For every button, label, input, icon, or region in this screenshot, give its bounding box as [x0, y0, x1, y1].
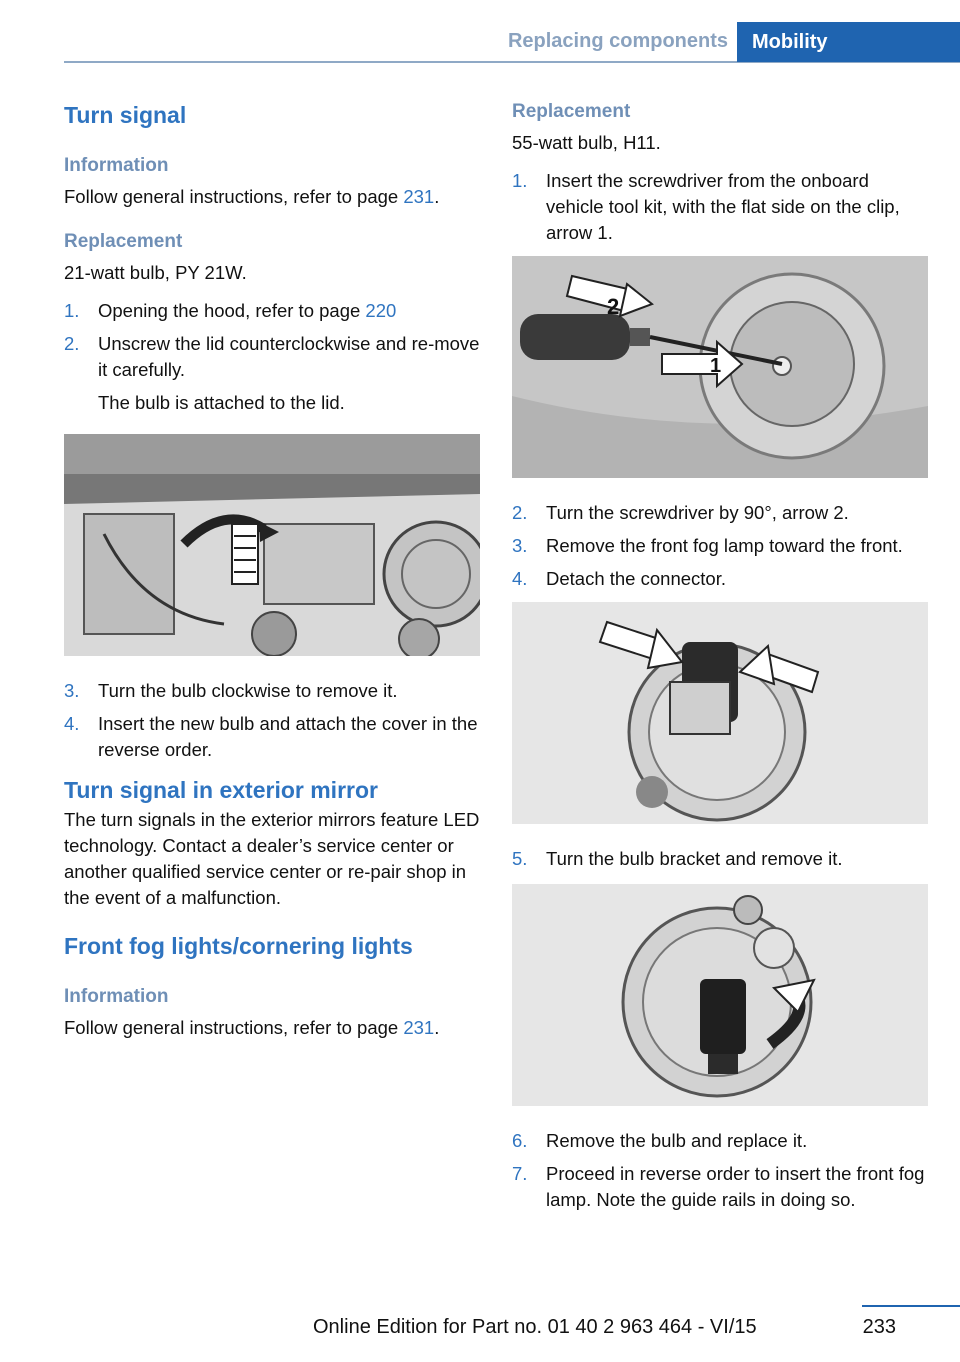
step-item: [64, 331, 480, 383]
step-item: [512, 1161, 928, 1213]
step-text-body: Opening the hood, refer to page: [98, 300, 366, 321]
page-link-231[interactable]: 231: [403, 1017, 435, 1038]
step-number: 2.: [512, 502, 528, 523]
step-text: Turn the bulb clockwise to remove it.: [98, 680, 398, 701]
step-text: Turn the bulb bracket and remove it.: [546, 848, 843, 869]
step-item: [512, 566, 928, 592]
step-text: Remove the bulb and replace it.: [546, 1130, 808, 1151]
steps-list-d: [512, 500, 928, 592]
step-text: Turn the screwdriver by 90°, arrow 2.: [546, 502, 849, 523]
header-section-title: Replacing components: [507, 30, 728, 52]
step-text: [98, 298, 480, 324]
step-text: Insert the new bulb and attach the cover in the reverse order.: [98, 713, 478, 760]
header-chapter-tab: Mobility: [737, 22, 960, 62]
step-item: [512, 533, 928, 559]
section-title-turn-signal: Turn signal: [64, 102, 187, 128]
figure-screwdriver-clip: [512, 256, 928, 478]
step-number: 3.: [512, 535, 528, 556]
step-number: 4.: [512, 568, 528, 589]
step-number: 3.: [64, 680, 80, 701]
section-title-mirror: Turn signal in exterior mirror: [64, 777, 378, 803]
step-item: [512, 846, 928, 872]
page-number: 233: [862, 1316, 896, 1338]
figure-connector: [512, 602, 928, 824]
left-column: [64, 100, 480, 1061]
bulb-spec: 55-watt bulb, H11.: [512, 132, 661, 153]
subheading-replacement: Replacement: [512, 101, 631, 122]
bulb-spec: 21-watt bulb, PY 21W.: [64, 262, 247, 283]
step-number: 2.: [64, 333, 80, 354]
step-number: 4.: [64, 713, 80, 734]
edition-note: Online Edition for Part no. 01 40 2 963 464 - VI/15: [313, 1316, 757, 1338]
steps-list-c: [512, 168, 928, 246]
figure-bulb-bracket: [512, 884, 928, 1106]
step-text: Proceed in reverse order to insert the front fog lamp. Note the guide rails in doing so.: [546, 1163, 925, 1210]
footer-rule: [862, 1305, 960, 1307]
fog-info-paragraph: [64, 1015, 480, 1041]
steps-list-a: [64, 298, 480, 383]
info-period: .: [434, 1017, 440, 1038]
step-item: [64, 711, 480, 763]
step-item: [512, 1128, 928, 1154]
page-link-231[interactable]: 231: [403, 186, 435, 207]
step-number: 1.: [512, 170, 528, 191]
subheading-information: Information: [64, 155, 169, 176]
step-item: [64, 298, 480, 324]
subheading-information: Information: [64, 986, 169, 1007]
steps-list-f: [512, 1128, 928, 1213]
subheading-replacement: Replacement: [64, 231, 183, 252]
steps-list-e: [512, 846, 928, 872]
mirror-paragraph: The turn signals in the exterior mirrors feature LED technology. Contact a dealer’s service center or another qualified service center or re‐pair shop in the event of a malfunction.: [64, 809, 480, 908]
steps-list-b: [64, 678, 480, 763]
callout-label-2: 2: [607, 294, 620, 319]
step-number: 6.: [512, 1130, 528, 1151]
step-text: Detach the connector.: [546, 568, 726, 589]
step-text: Unscrew the lid counterclockwise and re‐move it carefully.: [98, 333, 480, 380]
step-number: 1.: [64, 300, 80, 321]
info-period: .: [434, 186, 440, 207]
step-item: [512, 168, 928, 246]
info-paragraph: [64, 184, 480, 210]
step-number: 5.: [512, 848, 528, 869]
step-number: 7.: [512, 1163, 528, 1184]
step-item: [64, 678, 480, 704]
step-item: [512, 500, 928, 526]
step-text: Remove the front fog lamp toward the front.: [546, 535, 903, 556]
section-title-fog-lights: Front fog lights/cornering lights: [64, 933, 413, 959]
info-text: Follow general instructions, refer to page: [64, 186, 404, 207]
info-text: Follow general instructions, refer to page: [64, 1017, 404, 1038]
figure-engine-bay-lid: [64, 434, 480, 656]
step-text: Insert the screwdriver from the onboard vehicle tool kit, with the flat side on the clip, arrow 1.: [546, 170, 900, 243]
right-column: [512, 100, 928, 1220]
page-link-220[interactable]: 220: [365, 300, 397, 321]
step-note: The bulb is attached to the lid.: [98, 392, 345, 413]
callout-label-1: 1: [710, 355, 722, 377]
